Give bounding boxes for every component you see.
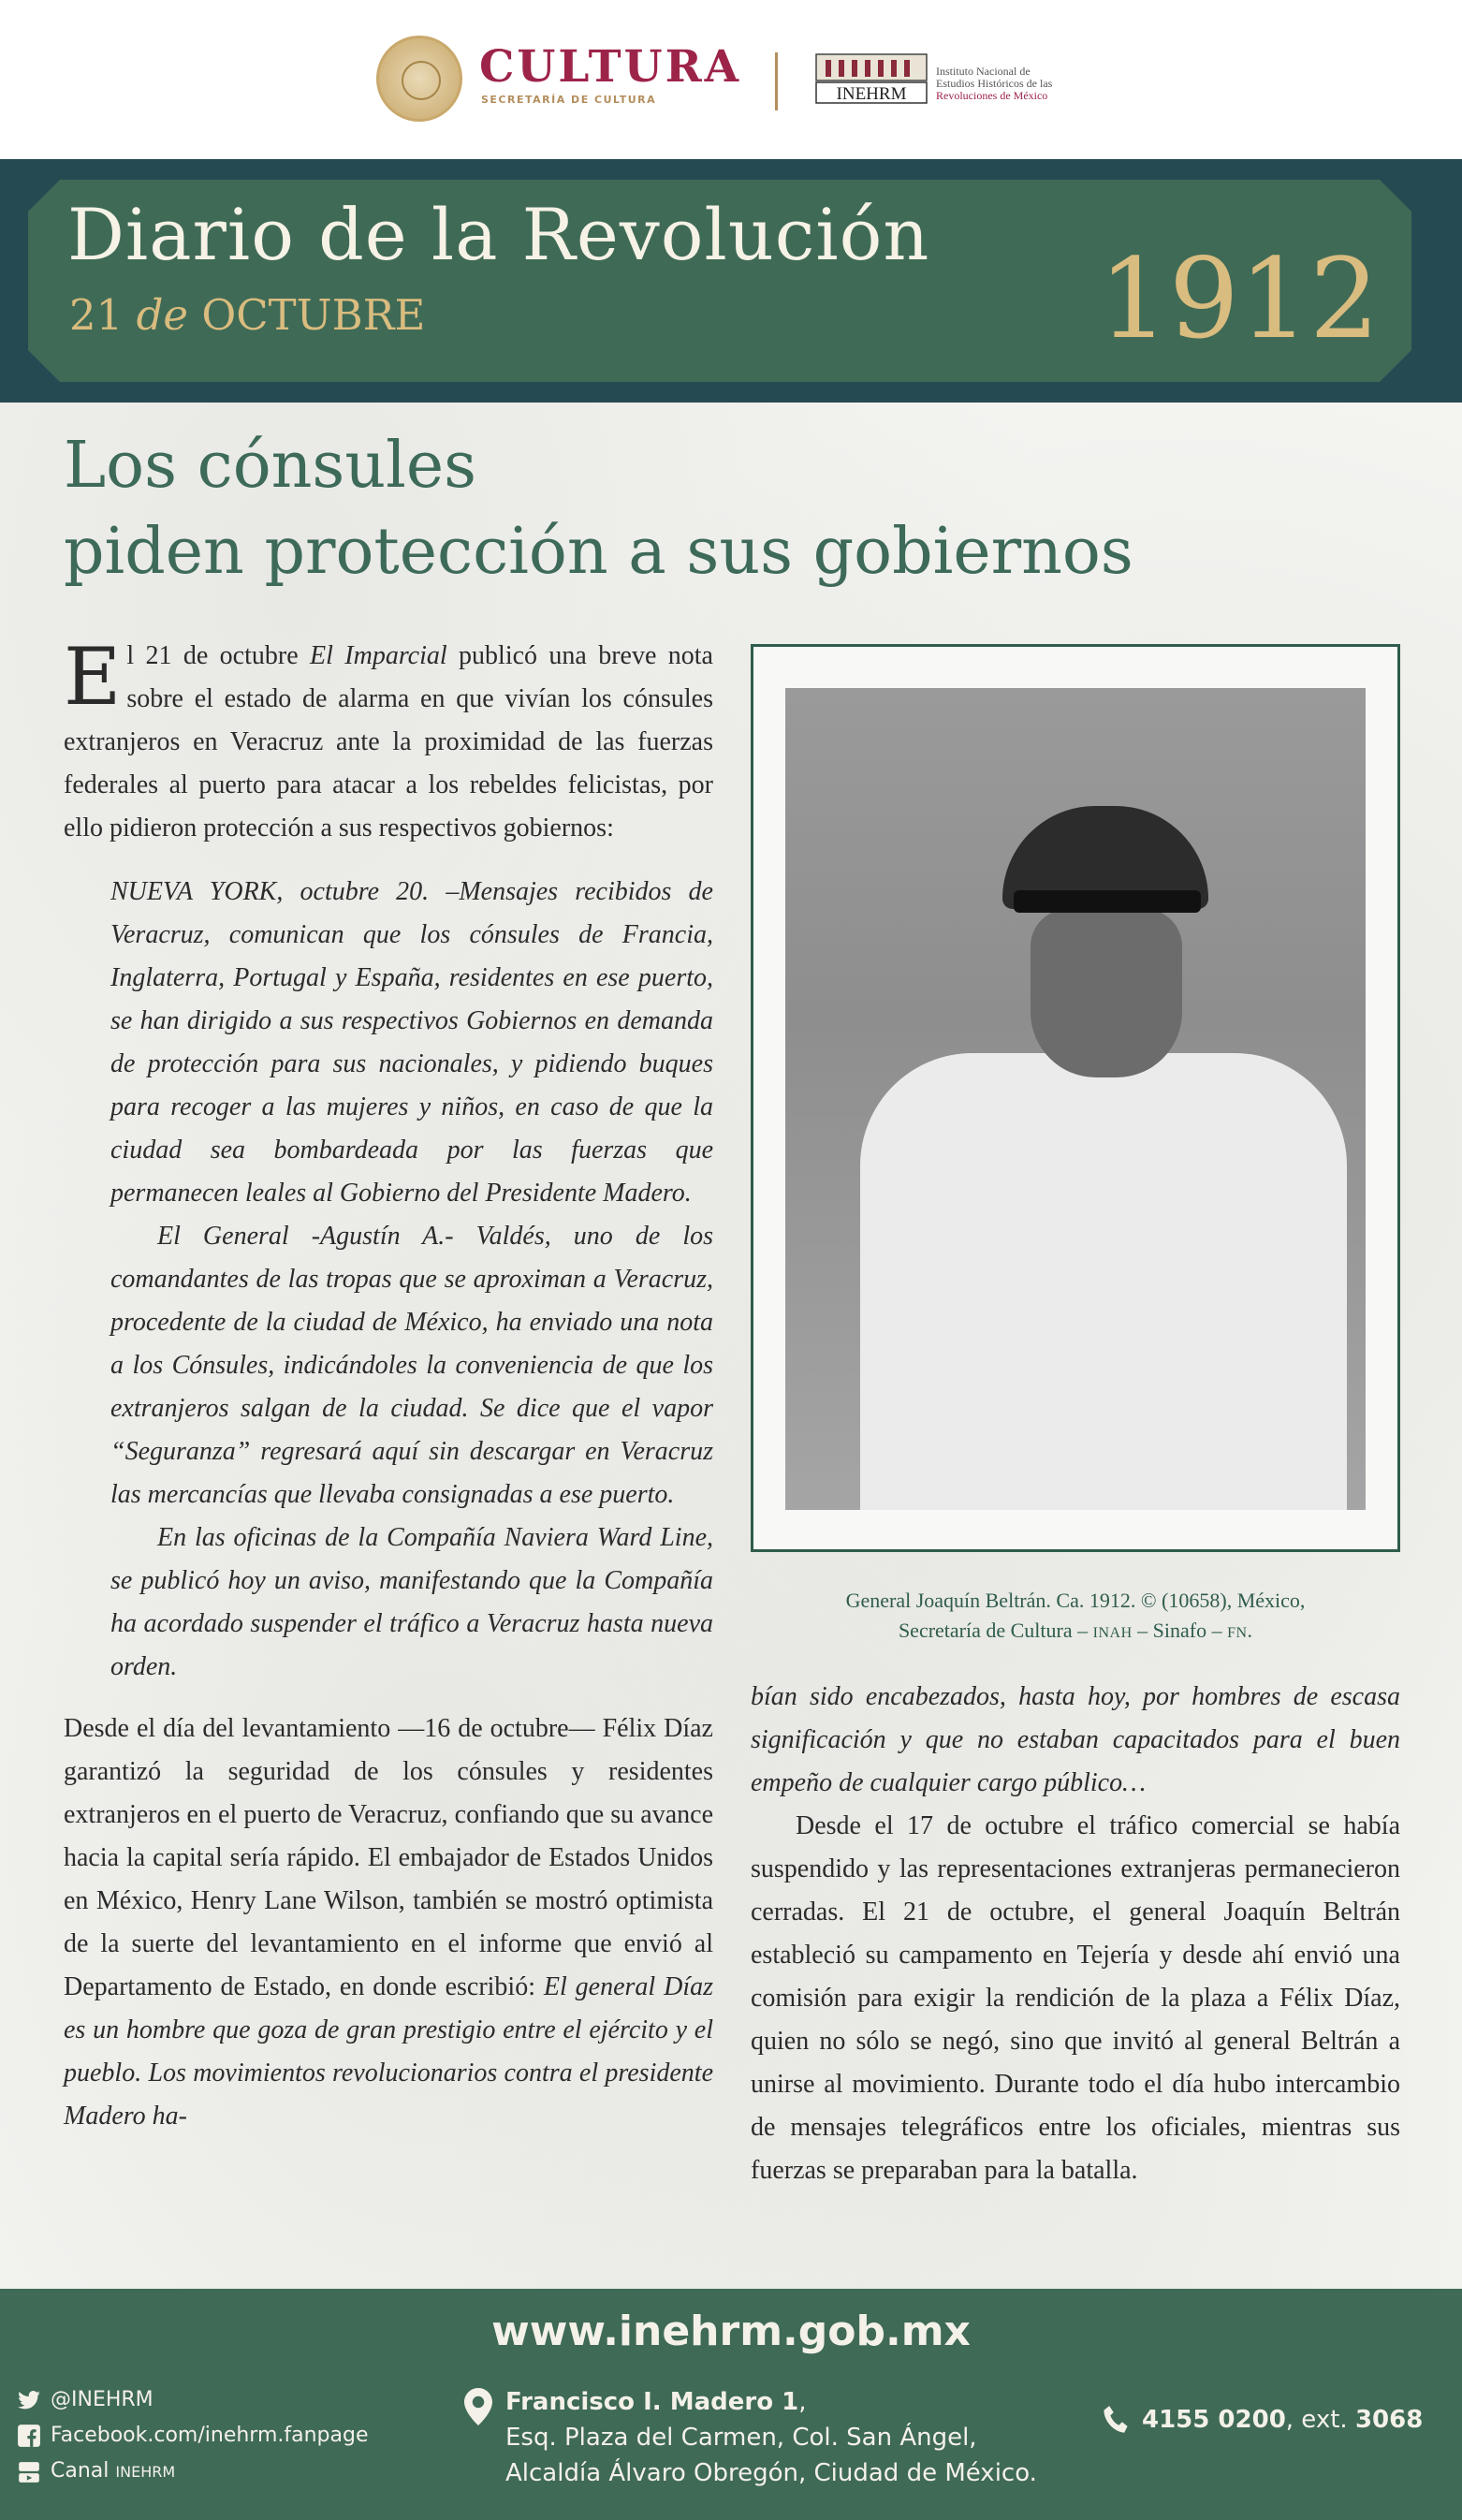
- closing-paragraph: Desde el 17 de octubre el tráfico comercial se había suspendido y las representaciones extranjeras permanecieron cerradas. El 21 de octubre, el general Joaquín Beltrán estableció su campamento en Tejería y desde ahí envió una comisión para exigir la rendición de la plaza a Félix Díaz, quien no sólo se negó, sino que invitó al general Beltrán a unirse al movimiento. Durante todo el día hubo intercambio de mensajes telegráficos entre los oficiales, mientras sus fuerzas se preparaban para la batalla.: [751, 1811, 1400, 2185]
- portrait-photo: [785, 688, 1366, 1510]
- svg-text:INEHRM: INEHRM: [836, 84, 907, 104]
- article-left-column: [64, 631, 713, 2138]
- youtube-icon: [17, 2460, 41, 2484]
- quote-continuation: bían sido encabezados, hasta hoy, por hombres de escasa significación y que no estaban capacitados para el buen empeño de cualquier cargo público…: [751, 1682, 1400, 1797]
- twitter-icon: [17, 2388, 41, 2412]
- body-paragraph: Desde el día del levantamiento —16 de octubre— Félix Díaz garantizó la seguridad de los cónsules y residentes extranjeros en el puerto de Veracruz, confiando que su avance hacia la capital sería rápido. El embajador de Estados Unidos en México, Henry Lane Wilson, también se mostró optimista de la suerte del levantamiento en el informe que envió al Departamento de Estado, en donde escribió: El general Díaz es un hombre que goza de gran prestigio entre el ejército y el pueblo. Los movimientos revolucionarios contra el presidente Madero ha-: [64, 1714, 713, 2131]
- newspaper-quote: NUEVA YORK, octubre 20. –Mensajes recibidos de Veracruz, comunican que los cónsules de Francia, Inglaterra, Portugal y España, residentes en ese puerto, se han dirigido a sus respectivos Gobiernos en demanda de protección para sus nacionales, y pidiendo buques para recoger a las mujeres y niños, en caso de que la ciudad sea bombardeada por las fuerzas que permanecen leales al Gobierno del Presidente Madero. El General -Agustín A.- Valdés, uno de los comandantes de las tropas que se aproximan a Veracruz, procedente de la ciudad de México, ha enviado una nota a los Cónsules, indicándoles la conveniencia de que los extranjeros salgan de la ciudad. Se dice que el vapor “Seguranza” regresará aquí sin descargar en Veracruz las mercancías que llevaba consignadas a ese puerto. En las oficinas de la Compañía Naviera Ward Line, se publicó hoy un aviso, manifestando que la Compañía ha acordado suspender el tráfico a Veracruz hasta nueva orden.: [110, 877, 713, 1681]
- inehrm-building-icon: [812, 52, 930, 105]
- cultura-logo: CULTURA: [479, 41, 742, 93]
- cultura-subtitle: SECRETARÍA DE CULTURA: [481, 94, 657, 106]
- facebook-icon: [17, 2424, 41, 2448]
- website-link[interactable]: www.inehrm.gob.mx: [491, 2308, 971, 2355]
- location-pin-icon: [464, 2388, 492, 2425]
- facebook-link[interactable]: Facebook.com/inehrm.fanpage: [17, 2418, 369, 2454]
- twitter-link[interactable]: @INEHRM: [17, 2382, 369, 2418]
- footer: [0, 2289, 1462, 2520]
- mexico-seal-icon: [376, 36, 462, 122]
- drop-cap: E: [64, 631, 122, 723]
- issue-year: 1912: [1098, 234, 1380, 363]
- phone-icon: [1103, 2405, 1129, 2435]
- social-links: [17, 2382, 369, 2490]
- intro-paragraph: El 21 de octubre El Imparcial publicó una breve nota sobre el estado de alarma en que vivían los cónsules extranjeros en Veracruz ante la proximidad de las fuerzas federales al puerto para atacar a los rebeldes felicistas, por ello pidieron protección a sus respectivos gobiernos:: [64, 631, 713, 842]
- phone-number[interactable]: 4155 0200, ext. 3068: [1103, 2405, 1423, 2435]
- youtube-link[interactable]: Canal INEHRM: [17, 2454, 369, 2490]
- photo-caption: General Joaquín Beltrán. Ca. 1912. © (10658), México, Secretaría de Cultura – INAH – Sinafo – FN.: [845, 1589, 1306, 1642]
- logo-header: [0, 0, 1462, 159]
- photo-frame: [751, 644, 1400, 1552]
- issue-date: 21 de OCTUBRE: [69, 290, 426, 340]
- address-block: Francisco I. Madero 1, Esq. Plaza del Carmen, Col. San Ángel, Alcaldía Álvaro Obregón, Ciudad de México.: [464, 2384, 1037, 2491]
- inehrm-fullname: Instituto Nacional de Estudios Históricos de las Revoluciones de México: [936, 65, 1053, 102]
- logo-divider: [775, 52, 778, 110]
- article-right-column: [751, 1676, 1400, 2192]
- article-headline: Los cónsules piden protección a sus gobiernos: [64, 429, 1133, 589]
- series-title: Diario de la Revolución: [67, 193, 930, 276]
